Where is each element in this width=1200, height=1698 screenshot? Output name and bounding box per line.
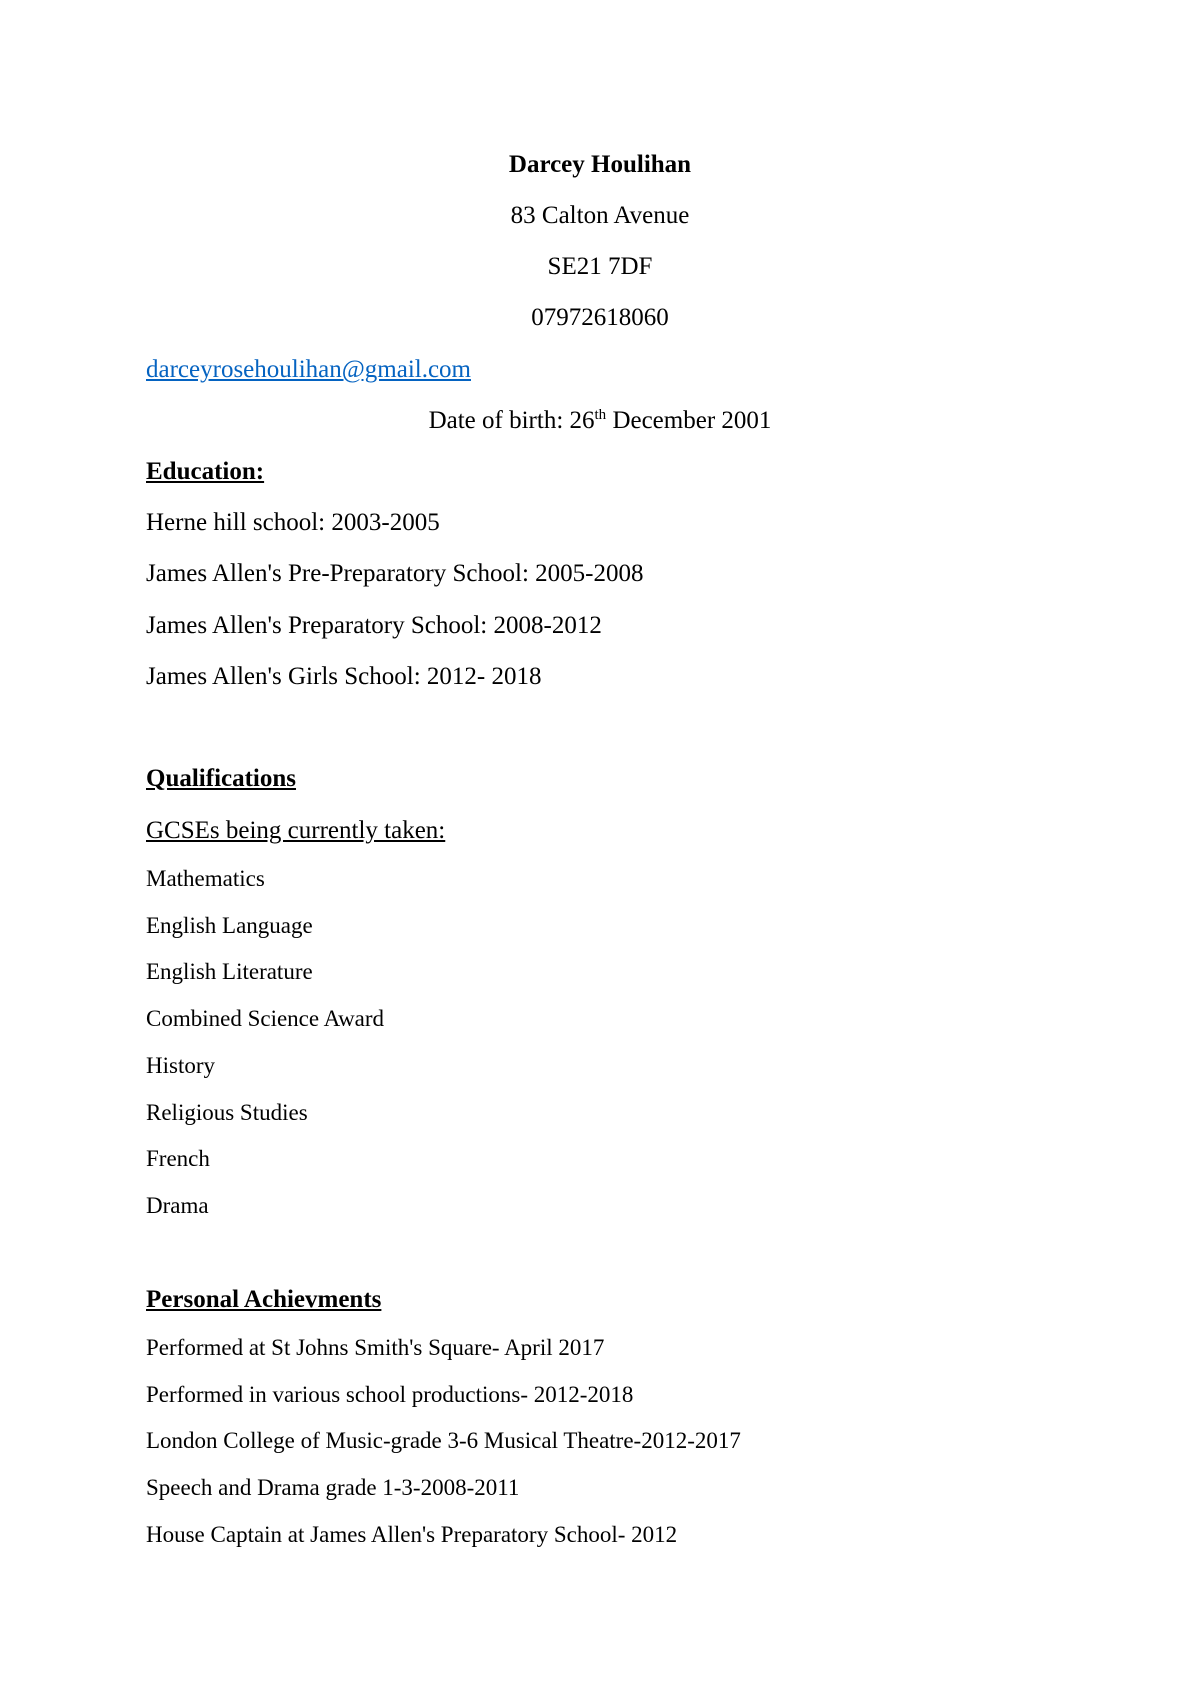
gcse-subject: English Language (146, 913, 313, 938)
achievement-item: Speech and Drama grade 1-3-2008-2011 (146, 1475, 520, 1500)
phone-number: 07972618060 (531, 304, 669, 331)
postcode: SE21 7DF (547, 253, 653, 280)
gcse-subject: Religious Studies (146, 1100, 308, 1125)
gcse-subject: English Literature (146, 959, 313, 984)
achievement-item: Performed in various school productions- 2012-2018 (146, 1382, 634, 1407)
gcse-subject: French (146, 1146, 210, 1171)
education-item: James Allen's Pre-Preparatory School: 2005-2008 (146, 560, 644, 587)
gcse-subject: Mathematics (146, 866, 265, 891)
achievements-heading: Personal Achievments (146, 1286, 382, 1313)
gcse-subject: Combined Science Award (146, 1006, 385, 1031)
dob-prefix: Date of birth: 26 (428, 407, 595, 434)
achievement-item: House Captain at James Allen's Preparatory School- 2012 (146, 1522, 678, 1547)
gcse-subject: Drama (146, 1193, 209, 1218)
achievement-item: Performed at St Johns Smith's Square- April 2017 (146, 1335, 605, 1360)
education-heading: Education: (146, 458, 265, 485)
achievement-item: London College of Music-grade 3-6 Musical Theatre-2012-2017 (146, 1428, 741, 1453)
cv-name: Darcey Houlihan (508, 151, 692, 178)
email-link[interactable]: darceyrosehoulihan@gmail.com (146, 356, 471, 383)
dob-rest: December 2001 (606, 407, 772, 434)
dob-ordinal-suffix: th (594, 407, 607, 423)
gcse-subject: History (146, 1053, 215, 1078)
address-line: 83 Calton Avenue (510, 202, 690, 229)
qualifications-heading: Qualifications (146, 765, 297, 792)
date-of-birth (0, 408, 1200, 433)
gcse-subheading: GCSEs being currently taken: (146, 817, 446, 844)
education-item: James Allen's Preparatory School: 2008-2012 (146, 612, 602, 639)
education-item: Herne hill school: 2003-2005 (146, 509, 440, 536)
education-item: James Allen's Girls School: 2012- 2018 (146, 663, 542, 690)
